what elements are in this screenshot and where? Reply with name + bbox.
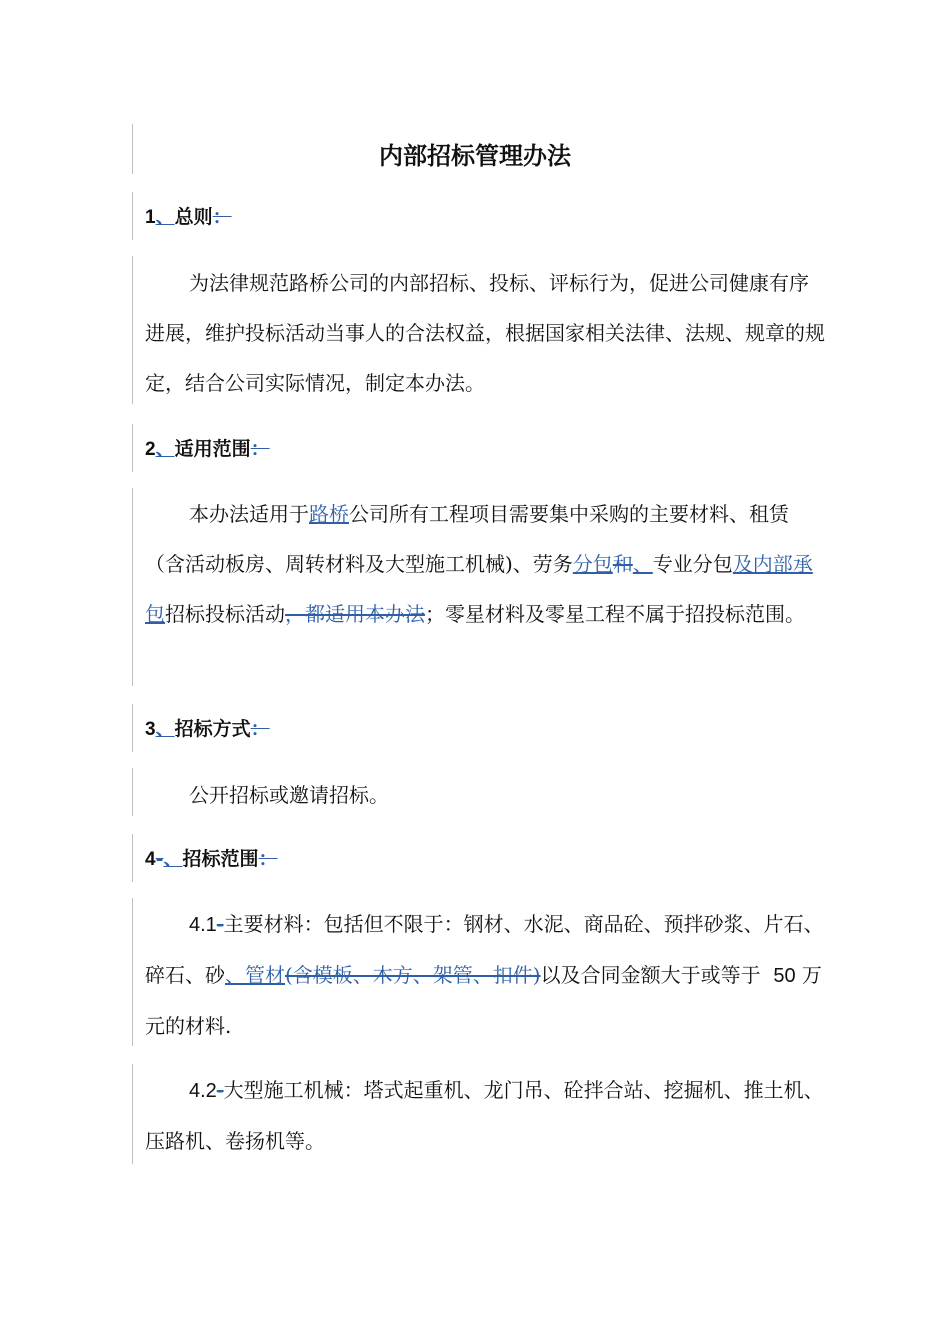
change-bar (132, 256, 133, 404)
deleted-text: - (216, 1078, 224, 1102)
deleted-text: - (155, 848, 164, 870)
paragraph-text: 本办法适用于 (189, 502, 309, 526)
paragraph-4-1 (145, 899, 825, 1051)
change-bar (132, 192, 133, 240)
section-title: 招标范围 (182, 848, 259, 870)
change-bar (132, 424, 133, 472)
amount-number: 50 (773, 965, 796, 987)
document-title: 内部招标管理办法 (379, 142, 571, 170)
paragraph-text: 公司所有工程项目需要集中采购的主要材料、租赁（含活动板房、周转材料及大型施工机械)、劳务 (145, 502, 789, 576)
inserted-text: 分包 (572, 552, 613, 576)
paragraph-1: 为法律规范路桥公司的内部招标、投标、评标行为，促进公司健康有序进展，维护投标活动当事人的合法权益，根据国家相关法律、法规、规章的规定，结合公司实际情况，制定本办法。 (145, 271, 825, 395)
change-bar (132, 898, 133, 1046)
paragraph-text: 大型施工机械：塔式起重机、龙门吊、砼拌合站、挖掘机、推土机、压路机、卷扬机等。 (145, 1078, 824, 1153)
inserted-text: 、 (155, 206, 175, 228)
section-heading-1 (145, 202, 825, 233)
paragraph-text: 万元的材料. (145, 963, 822, 1038)
item-number: 4.1 (189, 914, 217, 936)
inserted-text: 、 (163, 848, 183, 870)
deleted-text: ： (258, 848, 278, 870)
paragraph-2 (145, 489, 825, 639)
change-bar (132, 124, 133, 174)
change-bar (132, 1064, 133, 1164)
paragraph-4-2 (145, 1065, 825, 1166)
inserted-text: 路桥 (309, 502, 349, 526)
deleted-text: ： (250, 438, 270, 460)
change-bar (132, 488, 133, 686)
inserted-text: 、 (155, 438, 175, 460)
deleted-text: - (216, 912, 224, 936)
deleted-text: ： (250, 718, 270, 740)
deleted-text: ： (212, 206, 232, 228)
section-number: 2 (145, 439, 156, 460)
section-heading-2 (145, 434, 825, 465)
change-bar (132, 768, 133, 816)
paragraph-text: 专业分包 (652, 552, 733, 576)
deleted-text: ，都适用本办法 (285, 602, 425, 626)
paragraph-text: 以及合同金额大于或等于 (540, 963, 774, 987)
section-number: 3 (145, 719, 156, 740)
section-title: 招标方式 (174, 718, 251, 740)
section-heading-4 (145, 844, 825, 875)
paragraph-text: 招标投标活动 (165, 602, 285, 626)
item-number: 4.2 (189, 1080, 217, 1102)
section-title: 适用范围 (174, 438, 251, 460)
inserted-text: 、管材 (225, 963, 285, 987)
section-number: 4 (145, 849, 156, 870)
paragraph-text: 主要材料：包括但不限于：钢材、水泥、商品砼、预拌砂浆、片石、碎石、砂 (145, 912, 824, 987)
change-bar (132, 834, 133, 882)
section-title: 总则 (174, 206, 213, 228)
inserted-text: 、 (632, 552, 653, 576)
change-bar (132, 704, 133, 752)
paragraph-3: 公开招标或邀请招标。 (189, 783, 389, 807)
section-heading-3 (145, 714, 825, 745)
inserted-text: 及内部承包 (145, 552, 813, 626)
inserted-text: 、 (155, 718, 175, 740)
deleted-text: (含模板、木方、架管、扣件) (285, 963, 541, 987)
paragraph-text: ；零星材料及零星工程不属于招投标范围。 (425, 602, 805, 626)
deleted-text: 和 (612, 552, 633, 576)
section-number: 1 (145, 207, 156, 228)
